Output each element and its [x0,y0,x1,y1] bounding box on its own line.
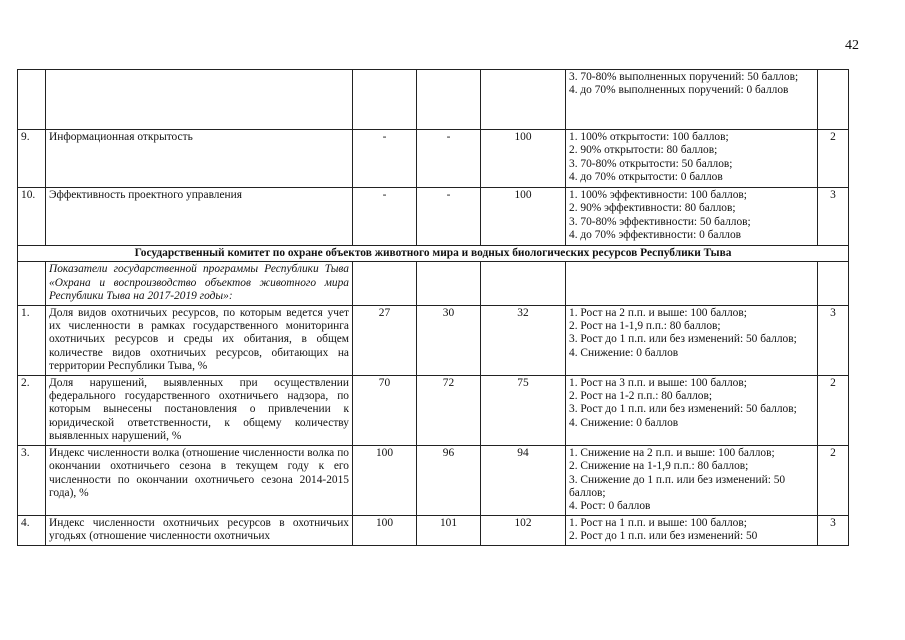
table-row [18,262,849,305]
value-col-3: 102 [481,515,566,545]
criteria-line: 3. 70-80% эффективности: 50 баллов; [569,215,751,228]
criteria-line: 3. 70-80% выполненных поручений: 50 баллов; [569,71,799,83]
criteria-line: 4. до 70% выполненных поручений: 0 баллов [569,84,789,97]
row-number: 9. [18,130,46,188]
value-col-2: 101 [417,515,481,545]
criteria-cell [566,70,818,130]
criteria-line: 1. Рост на 2 п.п. и выше: 100 баллов; [569,306,747,319]
row-number: 1. [18,305,46,375]
value-col-2: - [417,188,481,246]
value-col-2: - [417,130,481,188]
criteria-line: 2. Рост на 1-2 п.п.: 80 баллов; [569,390,713,403]
row-number: 3. [18,445,46,515]
criteria-line: 3. Рост до 1 п.п. или без изменений: 50 баллов; [569,333,797,346]
section-row [18,246,849,262]
table-row [18,375,849,445]
row-number [18,70,46,130]
value-col-3: 100 [481,130,566,188]
criteria-cell [566,130,818,188]
score-cell: 2 [818,445,849,515]
value-col-2 [417,70,481,130]
value-col-1: 70 [353,375,417,445]
value-col-1: - [353,188,417,246]
score-cell: 2 [818,130,849,188]
criteria-line: 4. Рост: 0 баллов [569,500,651,513]
criteria-line: 1. Рост на 3 п.п. и выше: 100 баллов; [569,376,747,389]
value-col-2: 30 [417,305,481,375]
criteria-line: 1. 100% открытости: 100 баллов; [569,131,729,143]
score-cell [818,70,849,130]
table-row [18,130,849,188]
row-number: 4. [18,515,46,545]
value-col-2: 96 [417,445,481,515]
criteria-line: 4. Снижение: 0 баллов [569,416,679,429]
criteria-line: 2. Снижение на 1-1,9 п.п.: 80 баллов; [569,460,749,473]
value-col-3: 100 [481,188,566,246]
program-subheader: Показатели государственной программы Республики Тыва «Охрана и воспроизводство объектов животного мира Республики Тыва на 2017-2019 годы»: [46,262,353,305]
value-col-1: 27 [353,305,417,375]
indicator-name [46,70,353,130]
page-number: 42 [845,38,859,53]
criteria-line: 3. 70-80% открытости: 50 баллов; [569,157,733,170]
score-cell: 2 [818,375,849,445]
value-col-3: 75 [481,375,566,445]
row-number: 10. [18,188,46,246]
criteria-line: 1. 100% эффективности: 100 баллов; [569,189,747,201]
table-row [18,70,849,130]
criteria-line: 1. Снижение на 2 п.п. и выше: 100 баллов; [569,446,775,459]
indicator-name: Индекс численности волка (отношение численности волка по окончании охотничьего сезона в текущем году к его численности по окончании охотничьего сезона 2014-2015 года), % [46,445,353,515]
indicator-name: Эффективность проектного управления [46,188,353,246]
score-cell: 3 [818,515,849,545]
score-cell: 3 [818,305,849,375]
value-col-1: 100 [353,445,417,515]
score-cell: 3 [818,188,849,246]
criteria-line: 4. до 70% открытости: 0 баллов [569,171,723,184]
value-col-3: 32 [481,305,566,375]
indicator-name: Доля видов охотничьих ресурсов, по которым ведется учет их численности в рамках государственного мониторинга охотничьих ресурсов и среды их обитания, в общем количестве видов охотничьих ресурсов, обитающих на территории Республики Тыва, % [46,305,353,375]
criteria-cell [566,375,818,445]
criteria-cell [566,188,818,246]
value-col-3 [481,70,566,130]
indicator-name: Доля нарушений, выявленных при осуществлении федерального государственного охотничьего надзора, по которым вынесены постановления о привлечении к юридической ответственности, к общему количеству выявленных нарушений, % [46,375,353,445]
table-row [18,445,849,515]
table-row [18,188,849,246]
criteria-cell [566,515,818,545]
criteria-line: 2. Рост до 1 п.п. или без изменений: 50 [569,530,758,543]
row-number: 2. [18,375,46,445]
table-row [18,515,849,545]
criteria-cell [566,445,818,515]
criteria-line: 3. Рост до 1 п.п. или без изменений: 50 баллов; [569,403,797,416]
value-col-2: 72 [417,375,481,445]
criteria-cell [566,305,818,375]
criteria-line: 2. Рост на 1-1,9 п.п.: 80 баллов; [569,320,721,333]
value-col-1: 100 [353,515,417,545]
criteria-line: 2. 90% открытости: 80 баллов; [569,144,718,157]
criteria-line: 4. Снижение: 0 баллов [569,346,679,359]
indicators-table [17,69,849,546]
section-title: Государственный комитет по охране объектов животного мира и водных биологических ресурсов Республики Тыва [18,246,849,262]
criteria-line: 1. Рост на 1 п.п. и выше: 100 баллов; [569,516,747,529]
criteria-line: 4. до 70% эффективности: 0 баллов [569,229,742,242]
criteria-line: 3. Снижение до 1 п.п. или без изменений: 50 баллов; [569,473,786,499]
value-col-1: - [353,130,417,188]
value-col-3: 94 [481,445,566,515]
criteria-line: 2. 90% эффективности: 80 баллов; [569,202,736,215]
table-row [18,305,849,375]
value-col-1 [353,70,417,130]
indicator-name: Индекс численности охотничьих ресурсов в охотничьих угодьях (отношение численности охотничьих [46,515,353,545]
indicator-name: Информационная открытость [46,130,353,188]
